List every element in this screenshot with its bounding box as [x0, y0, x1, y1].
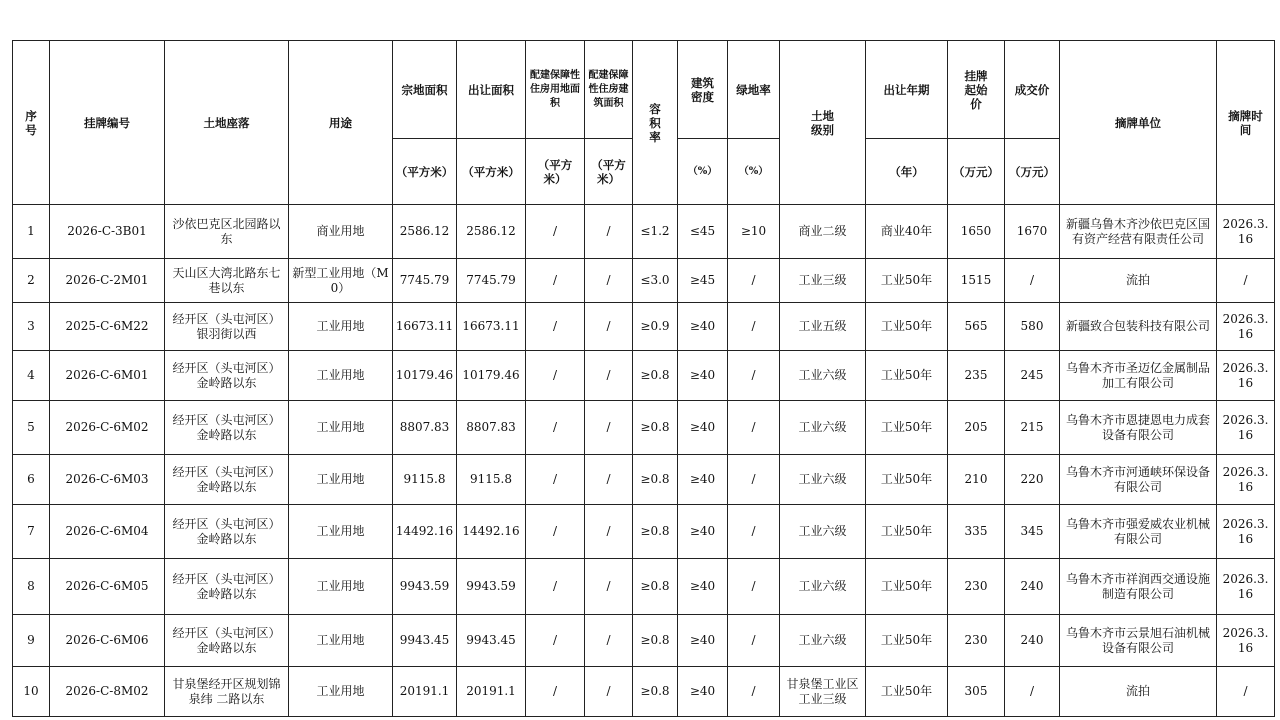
header-grade: 土地级别	[780, 41, 866, 205]
cell-green: /	[728, 455, 780, 505]
header-location: 土地座落	[165, 41, 289, 205]
cell-density: ≥40	[678, 455, 728, 505]
cell-deal-price: 1670	[1005, 205, 1060, 259]
cell-start-price: 230	[948, 559, 1005, 615]
header-parcel-area: 宗地面积	[393, 41, 457, 139]
table-row	[13, 455, 1275, 505]
cell-housing-build-area: /	[585, 303, 633, 351]
cell-term: 工业50年	[866, 351, 948, 401]
cell-far: ≥0.8	[633, 615, 678, 667]
cell-transfer-area: 16673.11	[457, 303, 526, 351]
cell-code: 2026-C-6M05	[50, 559, 165, 615]
cell-usage: 工业用地	[289, 455, 393, 505]
cell-date: 2026.3.16	[1217, 559, 1275, 615]
cell-housing-build-area: /	[585, 559, 633, 615]
cell-housing-land-area: /	[526, 401, 585, 455]
cell-winner: 新疆乌鲁木齐沙依巴克区国有资产经营有限责任公司	[1060, 205, 1217, 259]
cell-usage: 工业用地	[289, 401, 393, 455]
cell-grade: 工业五级	[780, 303, 866, 351]
cell-term: 工业50年	[866, 615, 948, 667]
cell-density: ≥40	[678, 667, 728, 717]
cell-winner: 新疆致合包装科技有限公司	[1060, 303, 1217, 351]
cell-density: ≥45	[678, 259, 728, 303]
cell-term: 工业50年	[866, 303, 948, 351]
cell-location: 天山区大湾北路东七巷以东	[165, 259, 289, 303]
cell-location: 经开区（头屯河区）金岭路以东	[165, 615, 289, 667]
table-row	[13, 259, 1275, 303]
cell-seq: 7	[13, 505, 50, 559]
cell-parcel-area: 14492.16	[393, 505, 457, 559]
header-row	[13, 41, 1275, 139]
cell-seq: 9	[13, 615, 50, 667]
header-density: 建筑密度	[678, 41, 728, 139]
cell-housing-build-area: /	[585, 259, 633, 303]
cell-date: /	[1217, 259, 1275, 303]
cell-term: 工业50年	[866, 455, 948, 505]
cell-far: ≥0.8	[633, 401, 678, 455]
unit-housing-build-area: （平方米）	[585, 139, 633, 205]
table-row	[13, 559, 1275, 615]
cell-deal-price: 240	[1005, 559, 1060, 615]
header-winner: 摘牌单位	[1060, 41, 1217, 205]
cell-term: 工业50年	[866, 559, 948, 615]
cell-seq: 4	[13, 351, 50, 401]
cell-winner: 乌鲁木齐市祥润西交通设施制造有限公司	[1060, 559, 1217, 615]
unit-deal-price: （万元）	[1005, 139, 1060, 205]
cell-seq: 3	[13, 303, 50, 351]
cell-housing-land-area: /	[526, 615, 585, 667]
table-row	[13, 351, 1275, 401]
header-date: 摘牌时间	[1217, 41, 1275, 205]
cell-seq: 6	[13, 455, 50, 505]
cell-date: 2026.3.16	[1217, 505, 1275, 559]
cell-deal-price: 580	[1005, 303, 1060, 351]
cell-transfer-area: 7745.79	[457, 259, 526, 303]
cell-usage: 工业用地	[289, 351, 393, 401]
cell-parcel-area: 7745.79	[393, 259, 457, 303]
cell-start-price: 235	[948, 351, 1005, 401]
cell-winner: 乌鲁木齐市强爱威农业机械有限公司	[1060, 505, 1217, 559]
cell-density: ≥40	[678, 303, 728, 351]
cell-grade: 工业六级	[780, 401, 866, 455]
cell-code: 2026-C-8M02	[50, 667, 165, 717]
cell-green: /	[728, 303, 780, 351]
cell-far: ≥0.8	[633, 505, 678, 559]
cell-deal-price: 240	[1005, 615, 1060, 667]
cell-code: 2026-C-6M04	[50, 505, 165, 559]
cell-date: /	[1217, 667, 1275, 717]
table-row	[13, 401, 1275, 455]
header-deal-price: 成交价	[1005, 41, 1060, 139]
cell-parcel-area: 8807.83	[393, 401, 457, 455]
header-housing-build-area: 配建保障性住房建筑面积	[585, 41, 633, 139]
cell-density: ≥40	[678, 505, 728, 559]
cell-deal-price: 215	[1005, 401, 1060, 455]
cell-far: ≥0.8	[633, 455, 678, 505]
cell-usage: 工业用地	[289, 615, 393, 667]
cell-winner: 乌鲁木齐市圣迈亿金属制品加工有限公司	[1060, 351, 1217, 401]
cell-housing-land-area: /	[526, 667, 585, 717]
table-row	[13, 505, 1275, 559]
cell-location: 经开区（头屯河区）银羽街以西	[165, 303, 289, 351]
cell-housing-land-area: /	[526, 303, 585, 351]
cell-grade: 甘泉堡工业区工业三级	[780, 667, 866, 717]
cell-start-price: 1515	[948, 259, 1005, 303]
cell-code: 2026-C-2M01	[50, 259, 165, 303]
cell-housing-build-area: /	[585, 351, 633, 401]
cell-deal-price: 220	[1005, 455, 1060, 505]
cell-parcel-area: 9943.45	[393, 615, 457, 667]
cell-green: /	[728, 559, 780, 615]
cell-far: ≥0.9	[633, 303, 678, 351]
cell-far: ≥0.8	[633, 351, 678, 401]
cell-green: ≥10	[728, 205, 780, 259]
cell-housing-build-area: /	[585, 615, 633, 667]
cell-location: 经开区（头屯河区）金岭路以东	[165, 351, 289, 401]
cell-date: 2026.3.16	[1217, 303, 1275, 351]
cell-green: /	[728, 505, 780, 559]
cell-parcel-area: 9115.8	[393, 455, 457, 505]
cell-housing-build-area: /	[585, 401, 633, 455]
cell-green: /	[728, 259, 780, 303]
cell-usage: 工业用地	[289, 559, 393, 615]
cell-housing-land-area: /	[526, 559, 585, 615]
cell-far: ≤3.0	[633, 259, 678, 303]
cell-seq: 1	[13, 205, 50, 259]
cell-parcel-area: 9943.59	[393, 559, 457, 615]
cell-deal-price: 345	[1005, 505, 1060, 559]
cell-density: ≤45	[678, 205, 728, 259]
cell-grade: 工业六级	[780, 615, 866, 667]
cell-housing-build-area: /	[585, 667, 633, 717]
cell-housing-land-area: /	[526, 205, 585, 259]
cell-parcel-area: 16673.11	[393, 303, 457, 351]
cell-start-price: 565	[948, 303, 1005, 351]
cell-housing-build-area: /	[585, 505, 633, 559]
cell-location: 沙依巴克区北园路以东	[165, 205, 289, 259]
cell-parcel-area: 10179.46	[393, 351, 457, 401]
cell-far: ≤1.2	[633, 205, 678, 259]
unit-term: （年）	[866, 139, 948, 205]
cell-usage: 商业用地	[289, 205, 393, 259]
cell-housing-land-area: /	[526, 351, 585, 401]
cell-start-price: 230	[948, 615, 1005, 667]
cell-deal-price: /	[1005, 259, 1060, 303]
header-usage: 用途	[289, 41, 393, 205]
cell-term: 工业50年	[866, 667, 948, 717]
cell-green: /	[728, 615, 780, 667]
cell-housing-build-area: /	[585, 455, 633, 505]
cell-location: 经开区（头屯河区）金岭路以东	[165, 455, 289, 505]
cell-term: 工业50年	[866, 401, 948, 455]
cell-seq: 2	[13, 259, 50, 303]
cell-grade: 工业六级	[780, 505, 866, 559]
header-far: 容积率	[633, 41, 678, 205]
cell-winner: 乌鲁木齐市云景旭石油机械设备有限公司	[1060, 615, 1217, 667]
cell-deal-price: /	[1005, 667, 1060, 717]
cell-seq: 10	[13, 667, 50, 717]
cell-seq: 5	[13, 401, 50, 455]
cell-transfer-area: 2586.12	[457, 205, 526, 259]
cell-date: 2026.3.16	[1217, 455, 1275, 505]
cell-deal-price: 245	[1005, 351, 1060, 401]
cell-date: 2026.3.16	[1217, 205, 1275, 259]
unit-parcel-area: （平方米）	[393, 139, 457, 205]
header-code: 挂牌编号	[50, 41, 165, 205]
cell-usage: 新型工业用地（M0）	[289, 259, 393, 303]
cell-density: ≥40	[678, 401, 728, 455]
cell-transfer-area: 8807.83	[457, 401, 526, 455]
cell-location: 经开区（头屯河区）金岭路以东	[165, 559, 289, 615]
land-transfer-table	[12, 40, 1275, 717]
cell-code: 2026-C-3B01	[50, 205, 165, 259]
cell-density: ≥40	[678, 559, 728, 615]
cell-start-price: 1650	[948, 205, 1005, 259]
cell-usage: 工业用地	[289, 505, 393, 559]
cell-transfer-area: 9943.59	[457, 559, 526, 615]
cell-date: 2026.3.16	[1217, 351, 1275, 401]
header-housing-land-area: 配建保障性住房用地面积	[526, 41, 585, 139]
cell-start-price: 305	[948, 667, 1005, 717]
table-row	[13, 615, 1275, 667]
cell-location: 经开区（头屯河区）金岭路以东	[165, 505, 289, 559]
cell-grade: 商业二级	[780, 205, 866, 259]
unit-start-price: （万元）	[948, 139, 1005, 205]
header-green: 绿地率	[728, 41, 780, 139]
cell-start-price: 205	[948, 401, 1005, 455]
cell-seq: 8	[13, 559, 50, 615]
cell-housing-land-area: /	[526, 455, 585, 505]
cell-usage: 工业用地	[289, 667, 393, 717]
cell-transfer-area: 9943.45	[457, 615, 526, 667]
unit-green: （%）	[728, 139, 780, 205]
unit-density: （%）	[678, 139, 728, 205]
cell-housing-build-area: /	[585, 205, 633, 259]
cell-parcel-area: 20191.1	[393, 667, 457, 717]
cell-code: 2025-C-6M22	[50, 303, 165, 351]
cell-green: /	[728, 401, 780, 455]
cell-grade: 工业六级	[780, 455, 866, 505]
cell-date: 2026.3.16	[1217, 401, 1275, 455]
cell-housing-land-area: /	[526, 259, 585, 303]
cell-transfer-area: 14492.16	[457, 505, 526, 559]
cell-far: ≥0.8	[633, 559, 678, 615]
cell-term: 工业50年	[866, 259, 948, 303]
table-row	[13, 303, 1275, 351]
cell-density: ≥40	[678, 615, 728, 667]
cell-grade: 工业三级	[780, 259, 866, 303]
cell-winner: 流拍	[1060, 667, 1217, 717]
cell-date: 2026.3.16	[1217, 615, 1275, 667]
cell-transfer-area: 10179.46	[457, 351, 526, 401]
cell-far: ≥0.8	[633, 667, 678, 717]
cell-green: /	[728, 351, 780, 401]
unit-housing-land-area: （平方米）	[526, 139, 585, 205]
cell-code: 2026-C-6M03	[50, 455, 165, 505]
cell-winner: 流拍	[1060, 259, 1217, 303]
table-row	[13, 667, 1275, 717]
cell-grade: 工业六级	[780, 351, 866, 401]
unit-transfer-area: （平方米）	[457, 139, 526, 205]
cell-location: 经开区（头屯河区）金岭路以东	[165, 401, 289, 455]
cell-density: ≥40	[678, 351, 728, 401]
cell-transfer-area: 20191.1	[457, 667, 526, 717]
cell-green: /	[728, 667, 780, 717]
cell-term: 商业40年	[866, 205, 948, 259]
cell-winner: 乌鲁木齐市恩捷恩电力成套设备有限公司	[1060, 401, 1217, 455]
header-seq: 序号	[13, 41, 50, 205]
header-transfer-area: 出让面积	[457, 41, 526, 139]
cell-grade: 工业六级	[780, 559, 866, 615]
cell-term: 工业50年	[866, 505, 948, 559]
header-term: 出让年期	[866, 41, 948, 139]
cell-winner: 乌鲁木齐市河通峡环保设备有限公司	[1060, 455, 1217, 505]
cell-parcel-area: 2586.12	[393, 205, 457, 259]
table-row	[13, 205, 1275, 259]
cell-start-price: 335	[948, 505, 1005, 559]
header-start-price: 挂牌起始价	[948, 41, 1005, 139]
cell-usage: 工业用地	[289, 303, 393, 351]
cell-code: 2026-C-6M01	[50, 351, 165, 401]
cell-housing-land-area: /	[526, 505, 585, 559]
cell-code: 2026-C-6M02	[50, 401, 165, 455]
cell-transfer-area: 9115.8	[457, 455, 526, 505]
cell-start-price: 210	[948, 455, 1005, 505]
cell-code: 2026-C-6M06	[50, 615, 165, 667]
cell-location: 甘泉堡经开区规划锦泉纬 二路以东	[165, 667, 289, 717]
